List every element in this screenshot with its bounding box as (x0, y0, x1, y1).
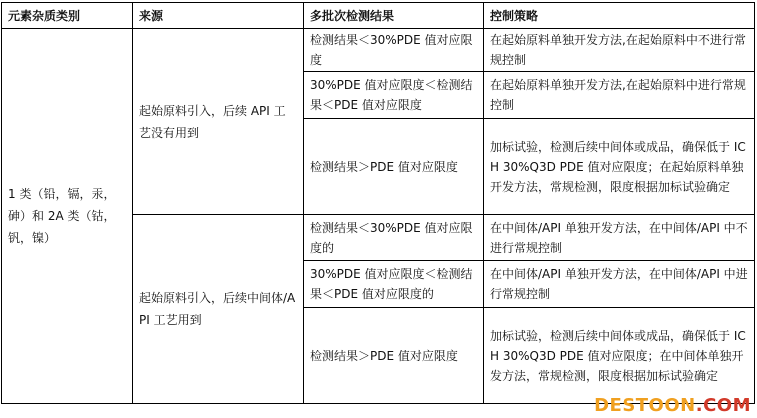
header-source: 来源 (133, 3, 304, 29)
watermark-part1: DESTOON (594, 395, 696, 416)
strategy-cell: 在起始原料单独开发方法,在起始原料中进行常规控制 (484, 72, 755, 119)
table-header-row (2, 3, 755, 29)
result-cell: 30%PDE 值对应限度＜检测结果＜PDE 值对应限度 (304, 72, 484, 119)
strategy-cell: 加标试验，检测后续中间体或成品，确保低于 ICH 30%Q3D PDE 值对应限度；在中间体单独开发方法，常规检测，限度根据加标试验确定 (484, 308, 755, 404)
strategy-cell: 在中间体/API 单独开发方法，在中间体/API 中进行常规控制 (484, 261, 755, 308)
result-cell: 检测结果＜30%PDE 值对应限度的 (304, 215, 484, 261)
header-results: 多批次检测结果 (304, 3, 484, 29)
result-cell: 30%PDE 值对应限度＜检测结果＜PDE 值对应限度的 (304, 261, 484, 308)
result-cell: 检测结果＞PDE 值对应限度 (304, 119, 484, 215)
result-cell: 检测结果＜30%PDE 值对应限度 (304, 29, 484, 72)
header-category: 元素杂质类别 (2, 3, 133, 29)
table-row (2, 29, 755, 72)
strategy-cell: 在起始原料单独开发方法,在起始原料中不进行常规控制 (484, 29, 755, 72)
source-cell: 起始原料引入，后续 API 工艺没有用到 (133, 29, 304, 215)
strategy-cell: 加标试验，检测后续中间体或成品，确保低于 ICH 30%Q3D PDE 值对应限度；在起始原料单独开发方法，常规检测，限度根据加标试验确定 (484, 119, 755, 215)
watermark-part2: .COM (695, 395, 751, 416)
strategy-cell: 在中间体/API 单独开发方法，在中间体/API 中不进行常规控制 (484, 215, 755, 261)
source-cell: 起始原料引入，后续中间体/API 工艺用到 (133, 215, 304, 404)
header-strategy: 控制策略 (484, 3, 755, 29)
watermark-logo (594, 395, 751, 416)
category-cell: 1 类（铅，镉，汞，砷）和 2A 类（钴，钒，镍） (2, 29, 133, 404)
result-cell: 检测结果＞PDE 值对应限度 (304, 308, 484, 404)
impurity-control-table (1, 2, 755, 404)
